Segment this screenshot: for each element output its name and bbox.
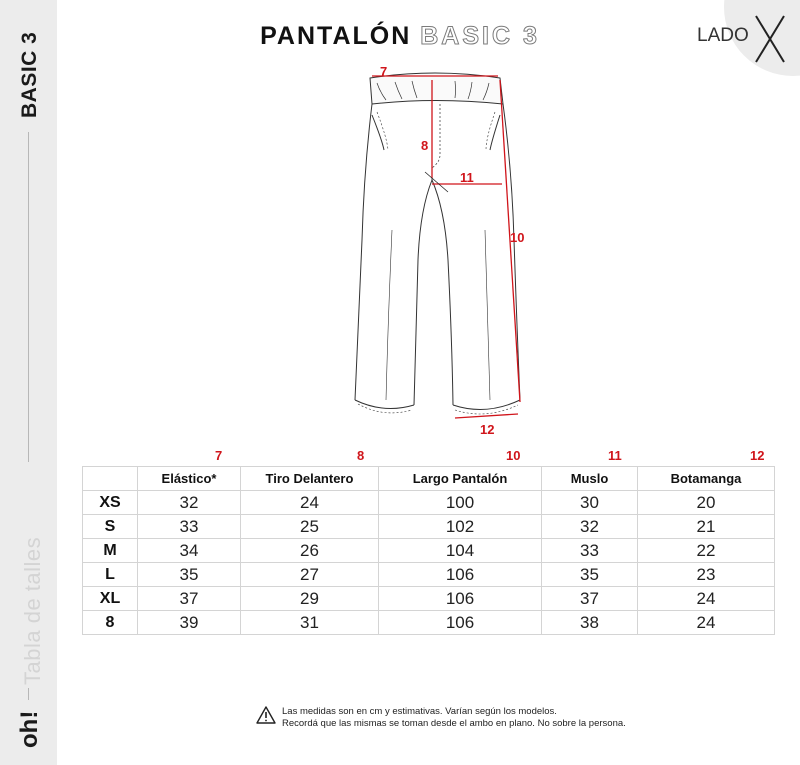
side-label: LADO bbox=[697, 25, 749, 46]
size-cell: M bbox=[83, 539, 138, 563]
table-cell: 37 bbox=[542, 587, 638, 611]
table-cell: 23 bbox=[638, 563, 775, 587]
table-row bbox=[83, 491, 775, 515]
title-main: PANTALÓN bbox=[260, 22, 412, 50]
table-cell: 33 bbox=[542, 539, 638, 563]
header-size bbox=[83, 467, 138, 491]
pants-diagram bbox=[335, 60, 535, 440]
page-title bbox=[0, 22, 800, 51]
table-cell: 27 bbox=[241, 563, 379, 587]
size-cell: XS bbox=[83, 491, 138, 515]
table-cell: 24 bbox=[638, 587, 775, 611]
label-thigh: 11 bbox=[460, 170, 474, 185]
header-thigh: Muslo bbox=[542, 467, 638, 491]
sidebar-subtitle: Tabla de talles bbox=[20, 536, 45, 685]
title-model: BASIC 3 bbox=[420, 22, 540, 50]
header-length: Largo Pantalón bbox=[379, 467, 542, 491]
table-row bbox=[83, 587, 775, 611]
table-header-row bbox=[83, 467, 775, 491]
table-cell: 38 bbox=[542, 611, 638, 635]
table-row bbox=[83, 515, 775, 539]
table-cell: 100 bbox=[379, 491, 542, 515]
size-cell: XL bbox=[83, 587, 138, 611]
column-number: 10 bbox=[506, 448, 521, 463]
table-cell: 25 bbox=[241, 515, 379, 539]
sidebar-divider bbox=[28, 132, 29, 462]
table-row bbox=[83, 563, 775, 587]
header-elastic: Elástico* bbox=[138, 467, 241, 491]
sidebar-divider-bottom bbox=[28, 688, 29, 700]
sidebar bbox=[0, 0, 57, 765]
size-cell: S bbox=[83, 515, 138, 539]
header-front-rise: Tiro Delantero bbox=[241, 467, 379, 491]
disclaimer-line-1: Las medidas son en cm y estimativas. Varían según los modelos. bbox=[282, 706, 557, 717]
column-number: 12 bbox=[750, 448, 765, 463]
table-cell: 35 bbox=[138, 563, 241, 587]
table-cell: 32 bbox=[542, 515, 638, 539]
sidebar-title: BASIC 3 bbox=[18, 31, 41, 118]
column-number: 8 bbox=[357, 448, 365, 463]
header-hem: Botamanga bbox=[638, 467, 775, 491]
disclaimer-note bbox=[282, 706, 626, 730]
table-cell: 30 bbox=[542, 491, 638, 515]
size-cell: 8 bbox=[83, 611, 138, 635]
disclaimer-line-2: Recordá que las mismas se toman desde el ambo en plano. No sobre la persona. bbox=[282, 718, 626, 729]
column-number: 7 bbox=[215, 448, 223, 463]
size-cell: L bbox=[83, 563, 138, 587]
label-hem: 12 bbox=[480, 422, 495, 437]
side-x-mark bbox=[752, 12, 788, 64]
table-cell: 106 bbox=[379, 563, 542, 587]
table-cell: 39 bbox=[138, 611, 241, 635]
table-cell: 31 bbox=[241, 611, 379, 635]
table-cell: 106 bbox=[379, 587, 542, 611]
table-cell: 37 bbox=[138, 587, 241, 611]
table-cell: 20 bbox=[638, 491, 775, 515]
table-cell: 22 bbox=[638, 539, 775, 563]
table-cell: 106 bbox=[379, 611, 542, 635]
brand-logo: oh! bbox=[16, 710, 43, 748]
table-cell: 102 bbox=[379, 515, 542, 539]
table-cell: 24 bbox=[241, 491, 379, 515]
size-table bbox=[82, 466, 775, 635]
table-cell: 21 bbox=[638, 515, 775, 539]
label-elastic: 7 bbox=[380, 64, 388, 79]
table-cell: 32 bbox=[138, 491, 241, 515]
table-cell: 33 bbox=[138, 515, 241, 539]
table-row bbox=[83, 539, 775, 563]
table-cell: 29 bbox=[241, 587, 379, 611]
table-cell: 26 bbox=[241, 539, 379, 563]
label-front-rise: 8 bbox=[421, 138, 429, 153]
table-row bbox=[83, 611, 775, 635]
column-number: 11 bbox=[608, 448, 622, 463]
table-cell: 104 bbox=[379, 539, 542, 563]
table-cell: 35 bbox=[542, 563, 638, 587]
label-length: 10 bbox=[510, 230, 525, 245]
table-cell: 24 bbox=[638, 611, 775, 635]
table-cell: 34 bbox=[138, 539, 241, 563]
warning-icon bbox=[256, 706, 276, 724]
